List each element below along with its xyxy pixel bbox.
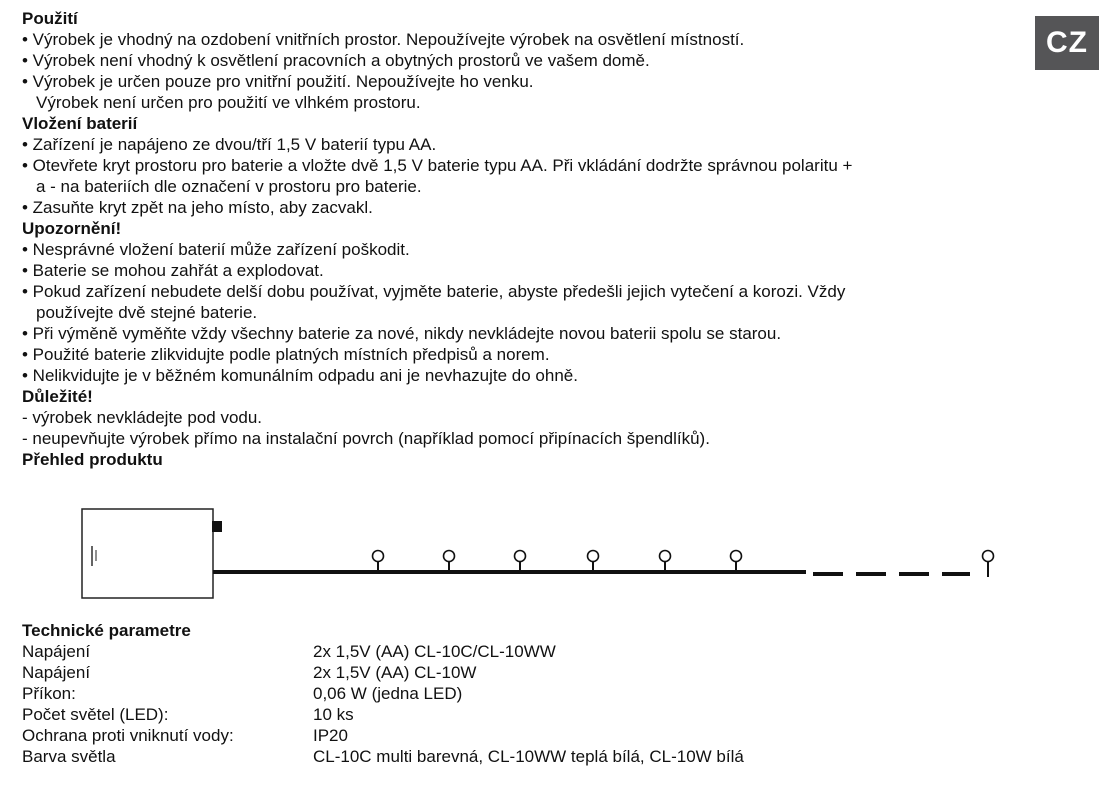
heading-overview: Přehled produktu (22, 450, 163, 469)
led-bulb-icon (444, 551, 455, 571)
led-bulb-icon (515, 551, 526, 571)
spec-label: Ochrana proti vniknutí vody: (22, 726, 234, 745)
warning-line: • Při výměně vyměňte vždy všechny baterie za nové, nikdy nevkládejte novou baterii spolu se starou. (22, 324, 782, 343)
spec-value: 10 ks (313, 705, 354, 724)
spec-row (22, 683, 744, 704)
warning-line: • Nelikvidujte je v běžném komunálním odpadu ani je nevhazujte do ohně. (22, 366, 578, 385)
spec-row (22, 725, 744, 746)
warning-line: • Nesprávné vložení baterií může zařízení poškodit. (22, 240, 410, 259)
spec-value: CL-10C multi barevná, CL-10WW teplá bílá, CL-10W bílá (313, 747, 744, 766)
batteries-line: • Otevřete kryt prostoru pro baterie a vložte dvě 1,5 V baterie typu AA. Při vkládání dodržte správnou polaritu + (22, 156, 853, 175)
spec-value: 2x 1,5V (AA) CL-10C/CL-10WW (313, 642, 556, 661)
language-badge: CZ (1035, 16, 1099, 70)
led-bulb-icon (373, 551, 384, 571)
spec-value: 0,06 W (jedna LED) (313, 684, 463, 703)
usage-line: • Výrobek je vhodný na ozdobení vnitřních prostor. Nepoužívejte výrobek na osvětlení místností. (22, 30, 745, 49)
batteries-line: a - na bateriích dle označení v prostoru pro baterie. (36, 177, 422, 196)
led-bulb-icon (731, 551, 742, 571)
spec-value: IP20 (313, 726, 348, 745)
warning-line: • Použité baterie zlikvidujte podle platných místních předpisů a norem. (22, 345, 550, 364)
spec-row (22, 641, 744, 662)
tech-specs (22, 620, 744, 767)
spec-label: Příkon: (22, 684, 76, 703)
warning-line: používejte dvě stejné baterie. (36, 303, 258, 322)
batteries-line: • Zasuňte kryt zpět na jeho místo, aby zacvakl. (22, 198, 373, 217)
spec-label: Napájení (22, 642, 91, 661)
led-bulb-icon (588, 551, 599, 571)
warning-line: • Pokud zařízení nebudete delší dobu používat, vyjměte baterie, abyste předešli jejich vytečení a korozi. Vždy (22, 282, 846, 301)
batteries-line: • Zařízení je napájeno ze dvou/tří 1,5 V baterií typu AA. (22, 135, 437, 154)
spec-label: Napájení (22, 663, 91, 682)
led-bulb-icon (983, 551, 994, 578)
spec-label: Barva světla (22, 747, 116, 766)
heading-batteries: Vložení baterií (22, 114, 138, 133)
led-bulb-icon (660, 551, 671, 571)
battery-box-icon (82, 509, 213, 598)
spec-row (22, 746, 744, 767)
spec-row (22, 704, 744, 725)
heading-usage: Použití (22, 9, 78, 28)
usage-line: Výrobek není určen pro použití ve vlhkém prostoru. (36, 93, 421, 112)
spec-value: 2x 1,5V (AA) CL-10W (313, 663, 477, 682)
heading-important: Důležité! (22, 387, 93, 406)
important-line: - výrobek nevkládejte pod vodu. (22, 408, 263, 427)
spec-label: Počet světel (LED): (22, 705, 169, 724)
usage-line: • Výrobek není vhodný k osvětlení pracovních a obytných prostorů ve vašem domě. (22, 51, 650, 70)
warning-line: • Baterie se mohou zahřát a explodovat. (22, 261, 324, 280)
heading-warning: Upozornění! (22, 219, 122, 238)
spec-row (22, 662, 744, 683)
usage-line: • Výrobek je určen pouze pro vnitřní použití. Nepoužívejte ho venku. (22, 72, 534, 91)
switch-icon (212, 521, 222, 532)
heading-specs: Technické parametre (22, 621, 191, 640)
important-line: - neupevňujte výrobek přímo na instalační povrch (například pomocí připínacích špendlíků). (22, 429, 710, 448)
